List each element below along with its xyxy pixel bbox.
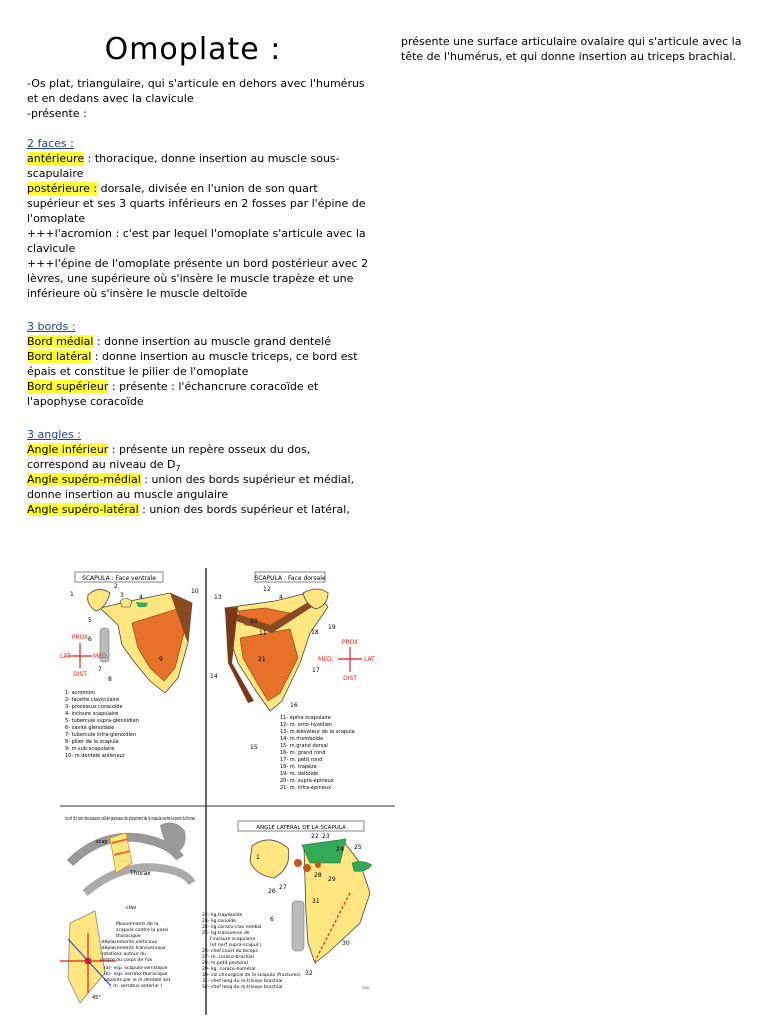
label-15: 15 (250, 744, 258, 751)
ventral-legend-item: 7- tubercule infra-glénoïdien (65, 732, 137, 738)
label-32: 32 (305, 970, 313, 977)
angle-legend-item: 26- chef court du biceps (202, 949, 258, 954)
movement-note: séparés par le m.dentelé ant (104, 978, 171, 983)
ventral-view (60, 572, 199, 759)
label-17: 17 (312, 667, 320, 674)
angle-legend-item: 27- m. coraco-brachial (202, 955, 254, 960)
label-5: 5 (88, 617, 92, 624)
dorsal-legend-item: 16- m. grand rond (280, 750, 326, 756)
bord-lateral-label: Bord latéral (27, 350, 92, 363)
dorsal-legend-item: 15- m.grand dorsal (280, 743, 328, 749)
angle-supero-medial-text: : union des bords supérieur et médial, donne insertion au muscle angulaire (27, 473, 355, 501)
angle-legend-item: 28- m.petit pectoral (202, 961, 248, 966)
face-posterieure-label: postérieure : (27, 182, 98, 195)
bords-heading: 3 bords : (27, 320, 76, 333)
dorsal-legend-item: 21- m. infra-épineux (280, 785, 332, 791)
movement-note: ( m. serratus anterior ) (110, 984, 163, 989)
label-18: 18 (311, 629, 319, 636)
angle-supero-lateral-label: Angle supéro-latéral (27, 503, 139, 516)
coracoid-shape (120, 599, 132, 608)
bord-lateral (27, 349, 372, 379)
infraspinatus-area (240, 629, 298, 701)
movement-note: -déplacements transversaux (100, 946, 166, 951)
orient-prox-dorsal: PROX (341, 639, 359, 646)
label-23: 23 (322, 833, 330, 840)
page-title: Omoplate : (104, 32, 282, 67)
coracoid-insert-b (303, 864, 311, 872)
label-24: 24 (336, 846, 344, 853)
thorax-scap: scap (96, 839, 108, 845)
angle-legend-item: 25- lig.transverse de (202, 931, 250, 936)
bord-medial-label: Bord médial (27, 335, 94, 348)
label-1-lat: 1 (256, 854, 260, 861)
orient-med-dorsal: MED. (318, 656, 334, 663)
label-31: 31 (312, 898, 320, 905)
bord-superieur-label: Bord supérieur (27, 380, 109, 393)
orient-lat: LAT (60, 653, 71, 660)
orient-lat-dorsal: LAT (364, 656, 375, 663)
ventral-title: SCAPULA : Face ventrale (82, 575, 156, 582)
angle-inferieur-text: : présente un repère osseux du dos, correspond au niveau de D (27, 443, 311, 471)
angle-title: ANGLE LATERAL DE LA SCAPULA (256, 825, 346, 831)
dorsal-orientation (318, 639, 375, 682)
label-13: 13 (214, 594, 222, 601)
bord-superieur-text: : présente : l'échancrure coracoïde et l'apophyse coracoïde (27, 380, 319, 408)
angle-inferieur-label: Angle inférieur (27, 443, 109, 456)
label-14: 14 (210, 673, 218, 680)
angle-legend (202, 911, 301, 990)
label-21: 21 (258, 656, 266, 663)
label-29: 29 (328, 876, 336, 883)
movement-note: scapula contre la paroi (116, 928, 169, 933)
scapula-figure (60, 563, 395, 1015)
label-30: 30 (342, 940, 350, 947)
label-1: 1 (70, 591, 74, 598)
angle-supero-medial (27, 472, 372, 502)
movement-note: Mouvements de la (116, 922, 159, 927)
gliding-note (65, 816, 195, 822)
ventral-legend-item: 2- facette claviculaire (65, 697, 120, 703)
face-anterieure-text: : thoracique, donne insertion au muscle sous-scapulaire (27, 152, 340, 180)
thorax-clav: clav (126, 905, 137, 911)
dorsal-legend-item: 18- m. trapèze (280, 764, 317, 770)
face-posterieure (27, 181, 372, 226)
angle-legend-item: 32- chef long du m.triceps brachial (202, 985, 283, 990)
bord-medial-text: : donne insertion au muscle grand dentelé (93, 335, 331, 348)
orient-dist-dorsal: DIST (343, 675, 357, 682)
ventral-legend-item: 1- acromion (65, 690, 95, 696)
label-10: 10 (191, 588, 199, 595)
scapula-movement (68, 911, 105, 1003)
ventral-legend-item: 3- processus coracoïde (65, 704, 123, 710)
dorsal-view (210, 572, 375, 791)
face-anterieure-label: antérieure (27, 152, 85, 165)
orient-med: MED. (93, 653, 109, 660)
epine-note: +++l'épine de l'omoplate présente un bord postérieur avec 2 lèvres, une supérieure où s'insère le muscle trapèze et une inférieure où s'insère le muscle deltoïde (27, 257, 369, 300)
label-12: 12 (263, 586, 271, 593)
intro-line-1: -Os plat, triangulaire, qui s'articule en dehors avec l'humérus et en dedans avec la clavicule (27, 77, 365, 105)
acromion-note: +++l'acromion : c'est par lequel l'omoplate s'articule avec la clavicule (27, 227, 366, 255)
movement-note: (a)- esp. scapulo-serratique (104, 966, 168, 971)
angle-supero-lateral (27, 502, 372, 517)
face-anterieure (27, 151, 372, 181)
right-text-column (401, 34, 751, 64)
angle-inferieur-sub: 7 (175, 464, 181, 474)
label-4b: 4 (279, 594, 283, 601)
label-25: 25 (354, 844, 362, 851)
angle-lateral-view (202, 821, 372, 990)
ventral-legend (65, 690, 139, 759)
dorsal-legend-item: 20- m. supra-épineux (280, 778, 334, 784)
ventral-legend-item: 4- incisure scapulaire (65, 711, 119, 717)
coracoid-insert-c (315, 862, 321, 868)
movement-note: centre du corps de l'os (100, 958, 153, 963)
movement-note: (b)- esp. serrato-thoracique (104, 972, 168, 977)
angle-legend-item: (et nerf supra-scapul.) (210, 943, 262, 948)
label-6: 6 (88, 636, 92, 643)
dorsal-legend-item: 14- m.rhomboïde (280, 736, 324, 742)
label-8: 8 (108, 676, 112, 683)
angle-legend-item: 29- lig. coraco-huméral (202, 967, 256, 972)
dorsal-legend-item: 17- m. petit rond (280, 757, 323, 763)
ventral-legend-item: 8- pilier de la scapula (65, 739, 119, 745)
dorsal-title: SCAPULA : Face dorsale (254, 575, 326, 582)
dorsal-legend-item: 12- m. omo-hyoïdien (280, 722, 333, 728)
angle-legend-item: 30- col chirurgical de la scapula (fractures) (202, 973, 301, 978)
continuation-text: présente une surface articulaire ovalaire qui s'articule avec la tête de l'humérus, et qui donne insertion au triceps brachial. (401, 35, 742, 63)
thorax-label: Thorax (130, 870, 151, 877)
gliding-note-text: (a) et (b) sont des espaces cellulo-graisseux de glissement de la scapula contre la paroi du thorax (65, 816, 196, 822)
angle-legend-item: 24- lig.coraco-clav médial (202, 925, 262, 930)
bord-medial (27, 334, 372, 349)
label-11: 11 (259, 630, 267, 637)
label-3: 3 (120, 592, 124, 599)
intro-line-2: -présente : (27, 107, 87, 120)
glenoid-lateral (292, 901, 304, 951)
label-19: 19 (328, 624, 336, 631)
label-16: 16 (290, 702, 298, 709)
angle-legend-item: 31- chef long du m.triceps brachial (202, 979, 283, 984)
movement-note: thoracique (116, 934, 141, 939)
transverse-ligament (352, 861, 372, 871)
scapula-diagram (60, 563, 395, 1015)
label-28: 28 (314, 872, 322, 879)
coracoid-insert-a (294, 859, 302, 867)
ventral-legend-item: 9- m.sub-scapulaire (65, 746, 115, 752)
faces-heading: 2 faces : (27, 137, 74, 150)
angle-supero-medial-label: Angle supéro-médial (27, 473, 141, 486)
label-26: 26 (268, 888, 276, 895)
angle-inferieur (27, 442, 372, 472)
angle-legend-item: 23- lig.conoïde (202, 919, 236, 924)
label-27: 27 (279, 884, 287, 891)
label-7: 7 (98, 666, 102, 673)
angles-heading: 3 angles : (27, 428, 81, 441)
dorsal-legend-item: 13- m.élévateur de la scapula (280, 729, 355, 735)
thorax-view (60, 816, 195, 1003)
label-6-lat: 6 (270, 916, 274, 923)
dorsal-legend-item: 11- épine scapulaire (280, 715, 331, 721)
orient-dist: DIST (73, 671, 87, 678)
dorsal-legend (280, 714, 355, 791)
label-2: 2 (114, 583, 118, 590)
label-22: 22 (311, 833, 319, 840)
ventral-legend-item: 6- cavité glénoïdale (65, 725, 115, 731)
label-9: 9 (159, 656, 163, 663)
bord-lateral-text: : donne insertion au muscle triceps, ce bord est épais et constitue le pilier de l'omoplate (27, 350, 358, 378)
label-4: 4 (139, 594, 143, 601)
ventral-legend-item: 5- tubercule supra-glénoïdien (65, 718, 139, 724)
angle-supero-lateral-text: : union des bords supérieur et latéral, (138, 503, 350, 516)
ventral-legend-item: 10- m.dentelé antérieur (65, 753, 125, 759)
movement-notes (100, 921, 171, 989)
main-text-column (27, 30, 372, 517)
orient-prox: PROX (71, 634, 89, 641)
movement-note: -déplacements verticaux (100, 940, 158, 945)
angle-legend-item: l'incisure scapulaire (210, 937, 256, 942)
dorsal-legend-item: 19- m. deltoïde (280, 771, 319, 777)
angle-legend-item: 22- lig.trapézoïde (202, 913, 243, 918)
face-posterieure-text: dorsale, divisée en l'union de son quart supérieur et ses 3 quarts inférieurs en 2 fosses par l'épine de l'omoplate (27, 182, 366, 225)
label-20: 20 (250, 618, 258, 625)
movement-note: -rotations autour du (100, 952, 146, 957)
bord-superieur (27, 379, 372, 409)
angle-45: 45° (92, 995, 101, 1001)
small-code: nao (362, 985, 370, 990)
